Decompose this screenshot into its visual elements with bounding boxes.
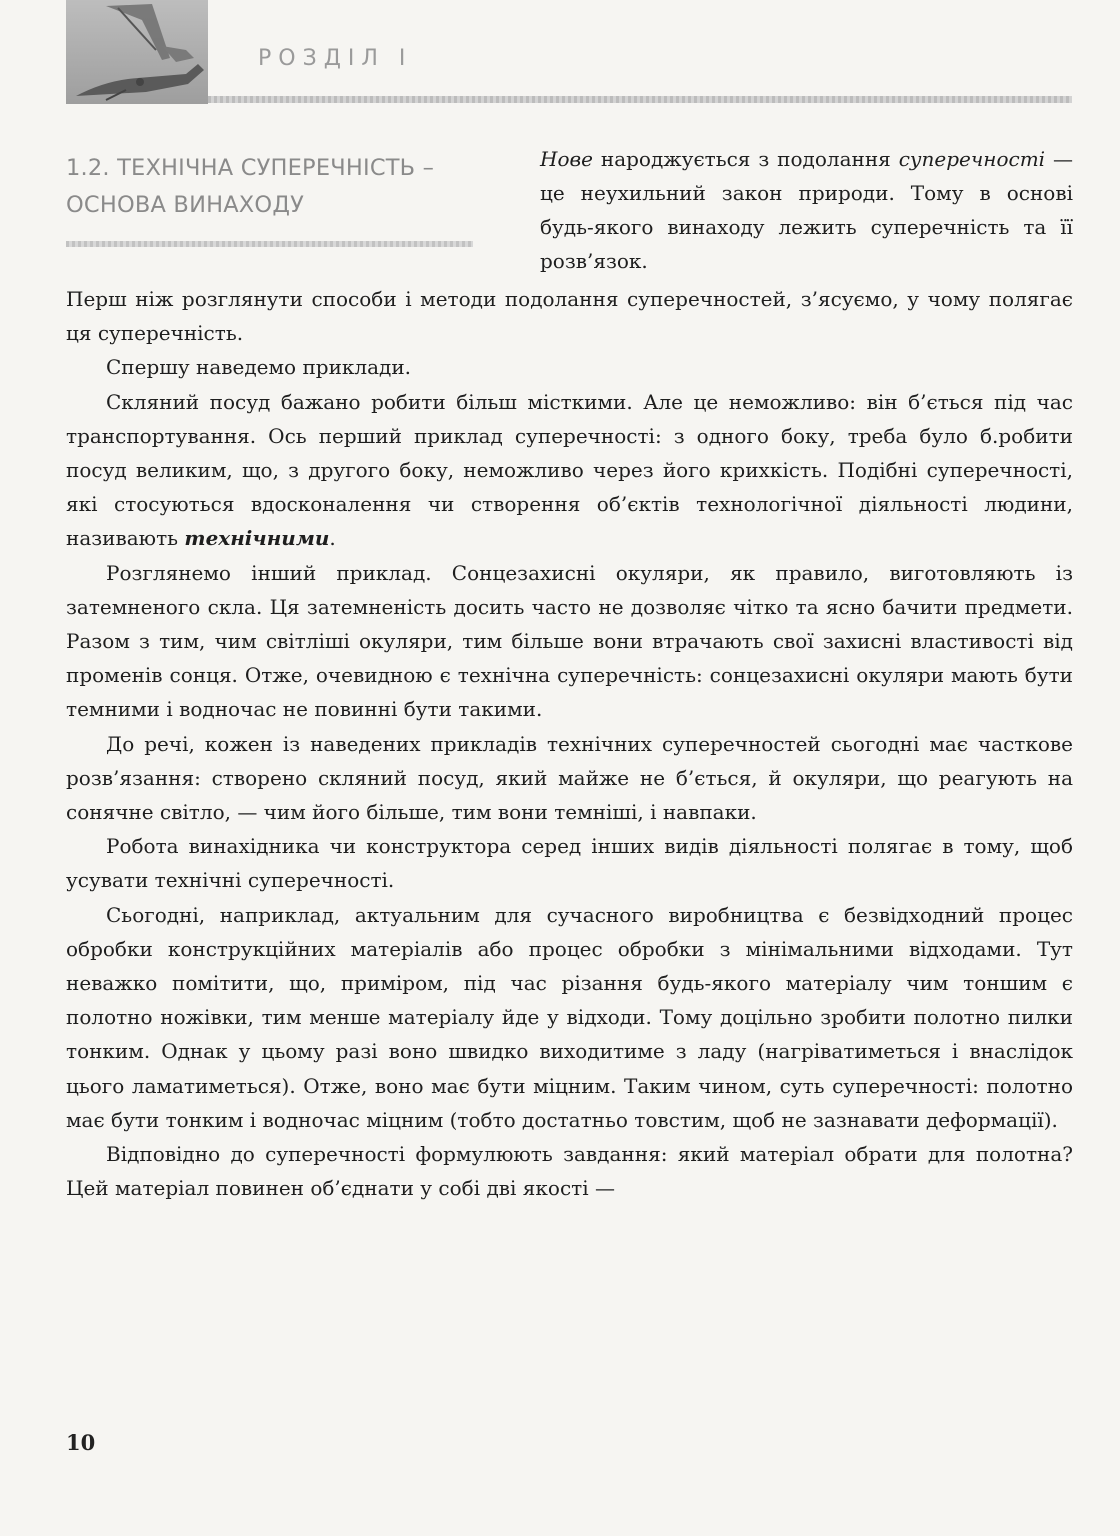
paragraph-1: Перш ніж розглянути способи і методи подолання суперечностей, з’ясуємо, у чому полягає ця суперечність.: [66, 287, 1073, 346]
paragraph-5: До речі, кожен із наведених прикладів технічних суперечностей сьогодні має часткове розв’язання: створено скляний посуд, який майже не б’ється, й окуляри, що реагують на сонячне світло, — чим його більше, тим вони темніші, і навпаки.: [66, 731, 1073, 825]
section-label: РОЗДІЛ І: [258, 46, 413, 71]
intro-emphasis-contradiction: суперечності: [898, 147, 1046, 171]
heading-divider: [66, 241, 473, 247]
paragraph-3: [66, 385, 1073, 556]
section-heading-line-2: ОСНОВА ВИНАХОДУ: [66, 192, 305, 218]
paragraph-4: Розглянемо інший приклад. Сонцезахисні окуляри, як правило, виготовляють із затемненого скла. Ця затемненість досить часто не дозволяє чітко та ясно бачити предмети. Разом з тим, чим світліші окуляри, тим більше вони втрачають свої захисні властивості від променів сонця. Отже, очевидною є технічна суперечність: сонцезахисні окуляри мають бути темними і водночас не повинні бути такими.: [66, 560, 1073, 722]
intro-text-2: — це неухильний закон природи. Тому в основі будь-якого винаходу лежить суперечність та її розв’язок.: [540, 147, 1074, 273]
ornithopter-drawing-icon: [66, 0, 208, 104]
paragraph-6: Робота винахідника чи конструктора серед інших видів діяльності полягає в тому, щоб усувати технічні суперечності.: [66, 834, 1073, 893]
section-heading-line-1: 1.2. ТЕХНІЧНА СУПЕРЕЧНІСТЬ –: [66, 155, 435, 181]
section-heading: [66, 150, 486, 224]
term-technical: технічними: [184, 526, 330, 551]
intro-text-1: народжується з подолання: [592, 147, 899, 171]
term-suffix: .: [329, 526, 336, 551]
intro-emphasis-new: Нове: [540, 147, 593, 171]
paragraph-7: Сьогодні, наприклад, актуальним для сучасного виробництва є безвідходний процес обробки конструкційних матеріалів або процес обробки з мінімальними відходами. Тут неважко помітити, що, приміром, під час різання будь-якого матеріалу чим тоншим є полотно ножівки, тим менше матеріалу йде у відходи. Тому доцільно зробити полотно пилки тонким. Однак у цьому разі воно швидко виходитиме з ладу (нагріватиметься і внаслідок цього ламатиметься). Отже, воно має бути міцним. Таким чином, суть суперечності: полотно має бути тонким і водночас міцним (тобто достатньо товстим, щоб не зазнавати деформації).: [66, 902, 1073, 1132]
header-divider: [208, 96, 1072, 103]
page-number: 10: [66, 1430, 96, 1455]
paragraph-2: Спершу наведемо приклади.: [106, 355, 412, 380]
intro-paragraph: [540, 142, 1073, 278]
paragraph-3-text: Скляний посуд бажано робити більш місткими. Але це неможливо: він б’ється під час транспортування. Ось перший приклад суперечності: з одного боку, треба було б.робити посуд великим, що, з другого боку, неможливо через його крихкість. Подібні суперечності, які стосуються вдосконалення чи створення об’єктів технологічної діяльності людини, називають: [66, 389, 1073, 551]
page-header: [66, 0, 1072, 104]
paragraph-8: Відповідно до суперечності формулюють завдання: який матеріал обрати для полотна? Цей матеріал повинен об’єднати у собі дві якості —: [66, 1142, 1073, 1201]
body-text: [66, 282, 1073, 1205]
